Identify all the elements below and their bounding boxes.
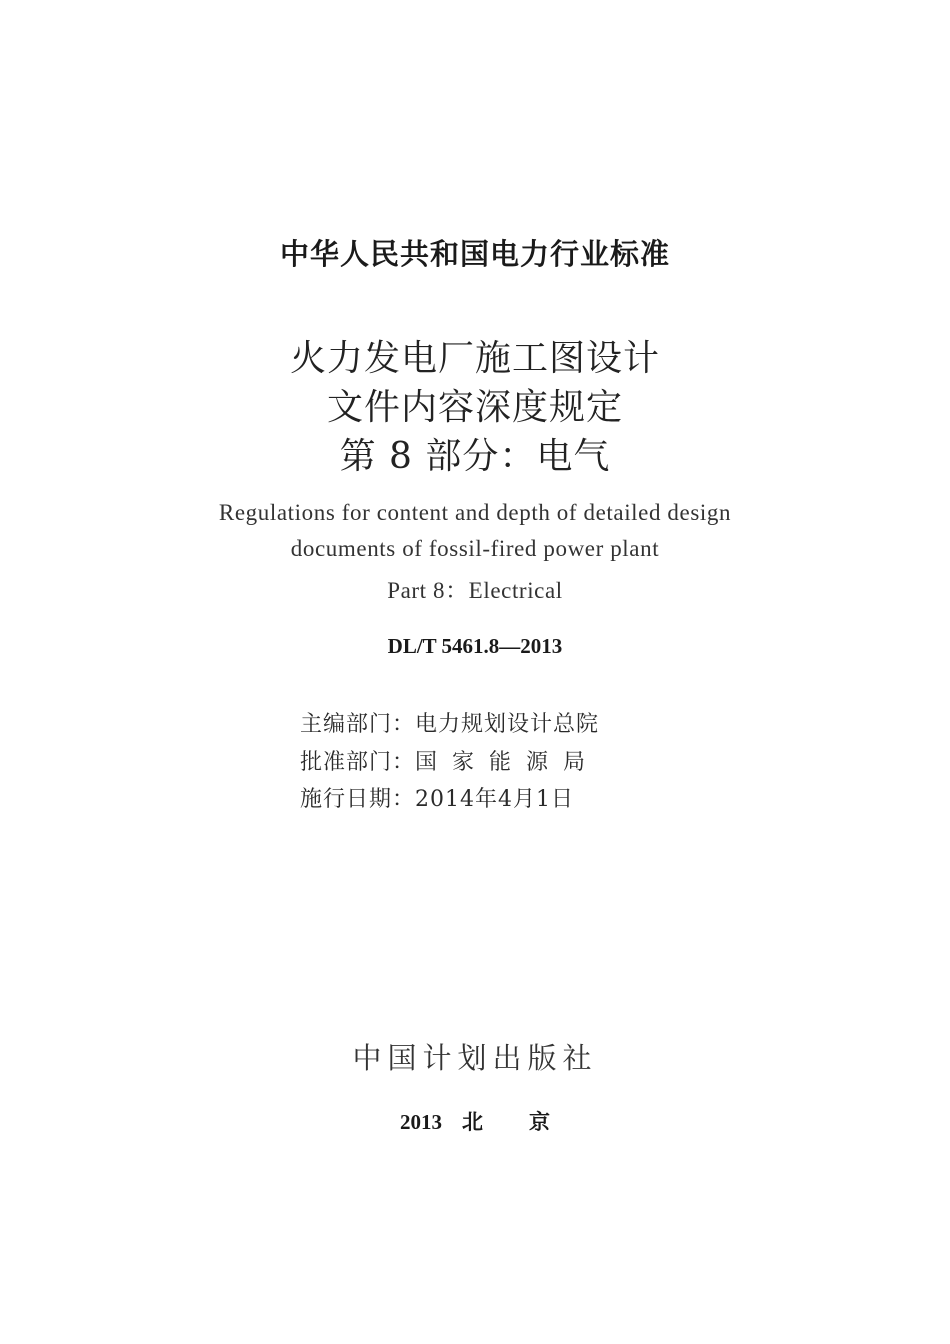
effective-date bbox=[300, 782, 574, 813]
title-en-line-1: Regulations for content and depth of detailed design bbox=[218, 500, 732, 525]
editor-value: 电力规划设计总院 bbox=[415, 712, 600, 737]
imprint-line bbox=[0, 1106, 950, 1136]
approver-label: 批准部门： bbox=[300, 750, 416, 775]
imprint-year: 2013 bbox=[400, 1110, 442, 1134]
title-en-line-2: documents of fossil-fired power plant bbox=[290, 536, 660, 561]
publisher-name: 中国计划出版社 bbox=[352, 1041, 598, 1075]
approver-value: 国家能源局 bbox=[415, 750, 601, 775]
standard-type-header: 中华人民共和国电力行业标准 bbox=[279, 237, 670, 271]
title-cn-line-1: 火力发电厂施工图设计 bbox=[289, 338, 660, 379]
effective-label: 施行日期： bbox=[300, 787, 416, 812]
title-cn-line-3: 第 8 部分：电气 bbox=[339, 436, 611, 477]
title-cn-line-2: 文件内容深度规定 bbox=[326, 387, 623, 428]
imprint-city-char-2: 京 bbox=[529, 1110, 550, 1134]
editor-label: 主编部门： bbox=[300, 712, 416, 737]
approver-department bbox=[300, 745, 600, 776]
standard-code: DL/T 5461.8—2013 bbox=[387, 634, 563, 658]
imprint-city-char-1: 北 bbox=[462, 1110, 483, 1134]
editor-department bbox=[300, 707, 599, 738]
title-en-line-3: Part 8：Electrical bbox=[387, 578, 563, 603]
effective-value: 2014年4月1日 bbox=[415, 787, 574, 812]
